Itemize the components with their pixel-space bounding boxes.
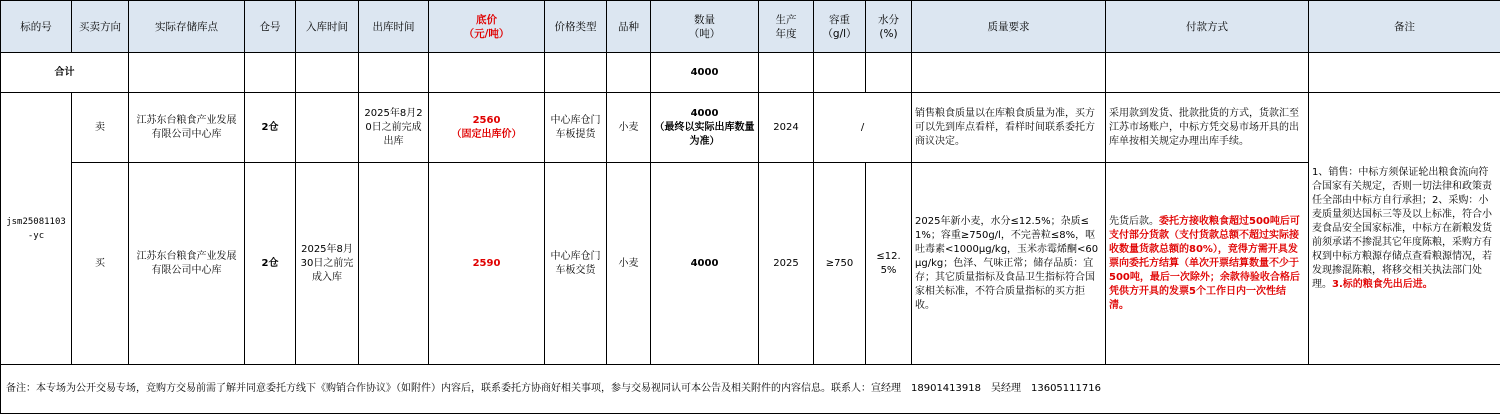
buy-quantity: 4000 — [651, 163, 759, 365]
sell-out-time: 2025年8月20日之前完成出库 — [359, 93, 429, 163]
header-quantity — [651, 1, 759, 53]
header-out-time: 出库时间 — [359, 1, 429, 53]
header-lot-no: 标的号 — [1, 1, 72, 53]
header-direction: 买卖方向 — [72, 1, 129, 53]
remarks-cell — [1309, 93, 1500, 365]
lot-number: jsm25081103-yc — [1, 93, 72, 365]
header-density — [814, 1, 866, 53]
sell-quality: 销售粮食质量以在库粮食质量为准，买方可以先到库点看样，看样时间联系委托方商议决定。 — [912, 93, 1106, 163]
sell-quantity — [651, 93, 759, 163]
sell-direction: 卖 — [72, 93, 129, 163]
buy-warehouse: 2仓 — [245, 163, 296, 365]
buy-quality: 2025年新小麦，水分≤12.5%；杂质≤1%；容重≥750g/l，不完善粒≤8%，呕吐毒素<1000μg/kg，玉米赤霉烯酮<60μg/kg；色泽、气味正常；储存品质：宜存；其它质量指标及食品卫生指标符合国家相关标准，不符合质量指标的买方拒收。 — [912, 163, 1106, 365]
header-quantity-line1: 数量 — [654, 13, 755, 27]
buy-payment-text: 先货后款。 — [1109, 216, 1159, 227]
buy-price: 2590 — [429, 163, 545, 365]
header-row — [1, 1, 1500, 53]
footer-row — [1, 365, 1500, 414]
header-year — [759, 1, 814, 53]
total-row — [1, 53, 1500, 93]
sell-price-note: （固定出库价） — [432, 128, 541, 142]
sell-variety: 小麦 — [607, 93, 651, 163]
header-payment: 付款方式 — [1106, 1, 1309, 53]
sell-payment: 采用款到发货、批款批货的方式，货款汇至江苏市场账户，中标方凭交易市场开具的出库单按相关规定办理出库手续。 — [1106, 93, 1309, 163]
total-label: 合计 — [1, 53, 129, 93]
header-in-time: 入库时间 — [296, 1, 359, 53]
buy-moisture: ≤12.5% — [866, 163, 912, 365]
sell-quantity-value: 4000 — [654, 107, 755, 121]
sell-quantity-note: （最终以实际出库数量为准） — [654, 121, 755, 149]
sell-row — [1, 93, 1500, 163]
header-warehouse: 仓号 — [245, 1, 296, 53]
buy-payment-red-text: 委托方接收粮食超过500吨后可支付部分货款（支付货款总额不超过实际接收数量货款总额的80%），竞得方需开具发票向委托方结算（单次开票结算数量不少于500吨，最后一次除外；余款待验收合格后凭供方开具的发票5个工作日内一次性结清。 — [1109, 216, 1300, 311]
footer-note: 备注：本专场为公开交易专场，竞购方交易前需了解并同意委托方线下《购销合作协议》（如附件）内容后，联系委托方协商好相关事项，参与交易视同认可本公告及相关附件的内容信息。联系人：宣经理 18901413918 吴经理 13605111716 — [1, 365, 1500, 414]
header-quality: 质量要求 — [912, 1, 1106, 53]
header-moisture-line1: 水分 — [869, 13, 908, 27]
header-moisture — [866, 1, 912, 53]
header-price-type: 价格类型 — [545, 1, 607, 53]
header-base-price — [429, 1, 545, 53]
buy-density: ≥750 — [814, 163, 866, 365]
buy-variety: 小麦 — [607, 163, 651, 365]
buy-out-time — [359, 163, 429, 365]
header-density-line1: 容重 — [817, 13, 862, 27]
buy-row — [1, 163, 1500, 365]
buy-in-time: 2025年8月30日之前完成入库 — [296, 163, 359, 365]
header-location: 实际存储库点 — [129, 1, 245, 53]
sell-price-value: 2560 — [432, 114, 541, 128]
sell-year: 2024 — [759, 93, 814, 163]
sell-price-type: 中心库仓门车板提货 — [545, 93, 607, 163]
header-quantity-line2: （吨） — [654, 27, 755, 41]
header-density-line2: （g/l） — [817, 27, 862, 41]
header-remarks: 备注 — [1309, 1, 1500, 53]
buy-direction: 买 — [72, 163, 129, 365]
buy-location: 江苏东台粮食产业发展有限公司中心库 — [129, 163, 245, 365]
sell-in-time — [296, 93, 359, 163]
sell-density-moisture: / — [814, 93, 912, 163]
sell-location: 江苏东台粮食产业发展有限公司中心库 — [129, 93, 245, 163]
header-variety: 品种 — [607, 1, 651, 53]
header-year-line1: 生产 — [762, 13, 810, 27]
header-year-line2: 年度 — [762, 27, 810, 41]
total-quantity: 4000 — [651, 53, 759, 93]
sell-price — [429, 93, 545, 163]
buy-year: 2025 — [759, 163, 814, 365]
header-base-price-line1: 底价 — [432, 13, 541, 27]
header-base-price-line2: （元/吨） — [432, 27, 541, 41]
sell-warehouse: 2仓 — [245, 93, 296, 163]
buy-payment — [1106, 163, 1309, 365]
remarks-red-text: 3.标的粮食先出后进。 — [1332, 279, 1433, 290]
buy-price-type: 中心库仓门车板交货 — [545, 163, 607, 365]
header-moisture-line2: (%) — [869, 27, 908, 41]
remarks-text: 1、销售：中标方须保证轮出粮食流向符合国家有关规定，否则一切法律和政策责任全部由中标方自行承担；2、采购：小麦质量须达国标三等及以上标准，符合小麦食品安全国家标准，中标方在新粮发货前须承诺不掺混其它年度陈粮，采购方有权到中标方粮源存储点查看粮源情况，若发现掺混陈粮，将移交相关执法部门处理。 — [1312, 167, 1492, 290]
